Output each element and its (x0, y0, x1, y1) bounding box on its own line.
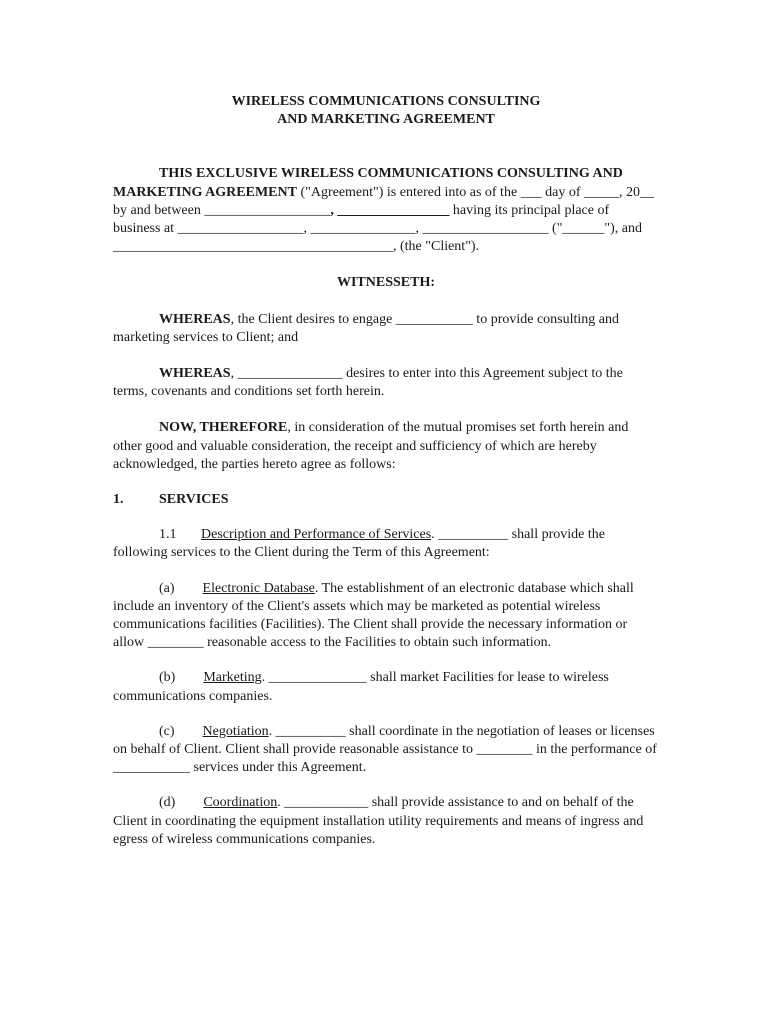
clause-1-1-number: 1.1 (159, 527, 177, 543)
section-1-title: SERVICES (159, 492, 229, 508)
clause-1-1 (113, 526, 659, 562)
item-b (113, 669, 659, 705)
intro-text-1: ("Agreement") is entered into as of the ___ day of _____, 20__ by and between __________________ (113, 184, 655, 218)
title-line-2: AND MARKETING AGREEMENT (277, 112, 495, 128)
item-d (113, 794, 659, 849)
item-a-label: (a) (159, 580, 175, 596)
item-d-text: . ____________ shall provide assistance to and on behalf of the Client in coordinating the equipment installation utility requirements and means of ingress and egress of wireless communications companies. (113, 795, 644, 847)
whereas-1-text: , the Client desires to engage ___________ to provide consulting and marketing services to Client; and (113, 311, 620, 345)
item-c-label: (c) (159, 723, 175, 739)
section-1-number: 1. (113, 492, 124, 508)
clause-1-1-heading: Description and Performance of Services (201, 527, 432, 543)
item-a-text: . The establishment of an electronic database which shall include an inventory of the Client's assets which may be marketed as potential wireless communications facilities (Facilities). The Client shall provide the necessary information or allow ________ reasonable access to the Facilities to obtain such information. (113, 580, 634, 651)
item-a-heading: Electronic Database (202, 580, 315, 596)
section-1-heading (113, 491, 659, 509)
intro-party-blank: ________________ (337, 202, 450, 218)
intro-text-2: having its principal place of business at __________________, _______________, __________________ ("______"), and ________________________________________, (the "Client"). (113, 202, 643, 255)
clause-1-1-text: . __________ shall provide the following services to the Client during the Term of this Agreement: (113, 527, 605, 561)
item-b-heading: Marketing (203, 670, 262, 686)
item-b-label: (b) (159, 670, 176, 686)
item-c-heading: Negotiation (202, 723, 269, 739)
whereas-paragraph-2 (113, 365, 659, 401)
item-c (113, 723, 659, 778)
whereas-2-text: , _______________ desires to enter into this Agreement subject to the terms, covenants and conditions set forth herein. (113, 366, 623, 400)
now-therefore-keyword: NOW, THEREFORE (159, 420, 288, 436)
item-c-text: . __________ shall coordinate in the negotiation of leases or licenses on behalf of Client. Client shall provide reasonable assistance to ________ in the performance of ___________ services under this Agreement. (113, 723, 657, 776)
whereas-2-keyword: WHEREAS (159, 366, 231, 382)
now-therefore-text: , in consideration of the mutual promises set forth herein and other good and valuable consideration, the receipt and sufficiency of which are hereby acknowledged, the parties hereto agree as follows: (113, 420, 629, 472)
item-a (113, 580, 659, 653)
witnesseth-heading: WITNESSETH: (336, 275, 436, 291)
intro-paragraph (113, 165, 659, 256)
document-body (113, 93, 659, 849)
whereas-paragraph-1 (113, 311, 659, 347)
item-d-heading: Coordination (203, 795, 278, 811)
whereas-1-keyword: WHEREAS (159, 311, 231, 327)
title-line-1: WIRELESS COMMUNICATIONS CONSULTING (231, 94, 541, 109)
intro-lead: THIS EXCLUSIVE WIRELESS COMMUNICATIONS CONSULTING AND MARKETING AGREEMENT (113, 166, 623, 200)
item-b-text: . ______________ shall market Facilities for lease to wireless communications companies. (113, 670, 609, 704)
item-d-label: (d) (159, 795, 176, 811)
intro-comma: , (330, 202, 338, 218)
document-title (113, 93, 659, 129)
now-therefore-paragraph (113, 419, 659, 474)
